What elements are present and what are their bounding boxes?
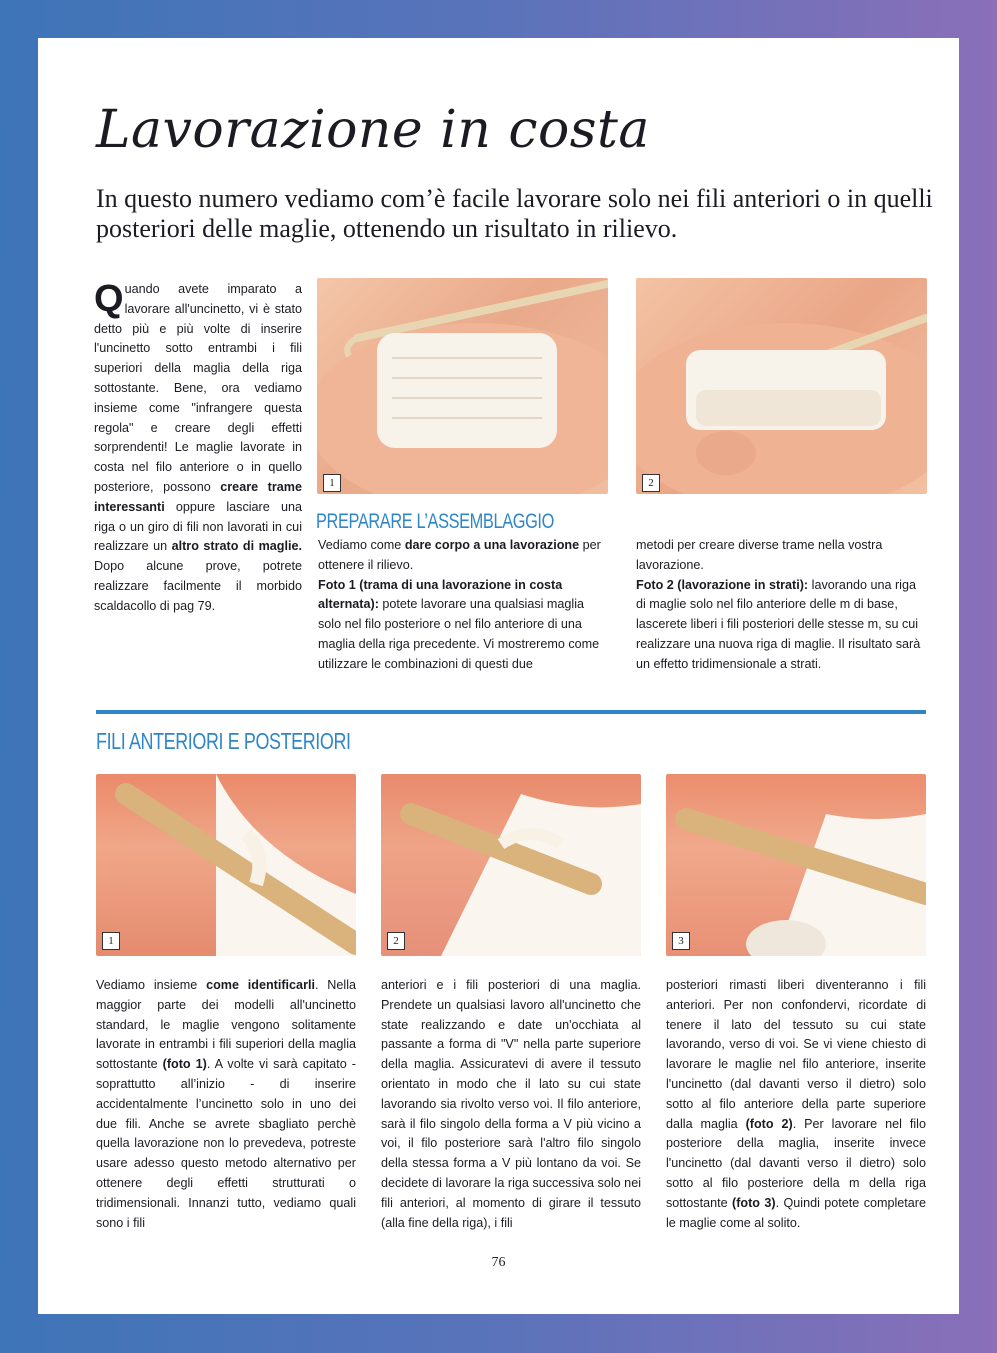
- photo-ribbed-swatch: [317, 278, 608, 494]
- hook-illustration: [96, 774, 356, 956]
- ribbed-swatch-illustration: [317, 278, 608, 494]
- photo-number-badge: 3: [672, 932, 690, 950]
- photo-hook-back-loop: [666, 774, 926, 956]
- page-subtitle: In questo numero vediamo com’è facile lavorare solo nei fili anteriori o in quelli posteriori delle maglie, ottenendo un risultato in rilievo.: [96, 184, 933, 243]
- section-divider: [96, 710, 926, 714]
- section-heading-assembly: PREPARARE L’ASSEMBLAGGIO: [316, 510, 554, 533]
- photo-hook-both-loops: [96, 774, 356, 956]
- hook-illustration: [666, 774, 926, 956]
- drop-cap: Q: [94, 278, 124, 320]
- photo-hook-front-loop: [381, 774, 641, 956]
- layered-swatch-illustration: [636, 278, 927, 494]
- section1-column-2: metodi per creare diverse trame nella vostra lavorazione. Foto 2 (lavorazione in strati): lavorando una riga di maglie solo nel filo anteriore delle m di base, lascerete liberi i fili posteriori delle stesse m, su cui realizzare una nuova riga di maglie. Il risultato sarà un effetto tridimensionale a strati.: [636, 538, 921, 671]
- photo-number-badge: 1: [323, 474, 341, 492]
- photo-number-badge: 2: [642, 474, 660, 492]
- intro-paragraph: Quando avete imparato a lavorare all'uncinetto, vi è stato detto più e più volte di inserire l'uncinetto sotto entrambi i fili superiori della maglia della riga sottostante. Bene, ora vediamo insieme come "infrangere questa regola" e creare degli effetti sorprendenti! Le maglie lavorate in costa nel filo anteriore o in quello posteriore, possono creare trame interessanti oppure lasciare una riga o un giro di fili non lavorati in cui realizzare un altro strato di maglie. Dopo alcune prove, potrete realizzare facilmente il morbido scaldacollo di pag 79.: [94, 278, 302, 613]
- page-title: Lavorazione in costa: [96, 100, 650, 160]
- section-heading-threads: FILI ANTERIORI E POSTERIORI: [96, 728, 351, 754]
- section2-column-1: Vediamo insieme come identificarli. Nella maggior parte dei modelli all'uncinetto standard, le maglie vengono solitamente lavorate in entrambi i fili superiori della maglia sottostante (foto 1). A volte vi sarà capitato - soprattutto all’inizio - di inserire accidentalmente l’uncinetto solo in uno dei due fili. Anche se avrete sbagliato perchè quella lavorazione non lo prevedeva, potreste usare adesso questo metodo alternativo per ottenere degli effetti strutturati o tridimensionali. Innanzi tutto, vediamo quali sono i fili: [96, 978, 356, 1230]
- photo-number-badge: 2: [387, 932, 405, 950]
- hook-illustration: [381, 774, 641, 956]
- section2-column-3: posteriori rimasti liberi diventeranno i fili anteriori. Per non confondervi, ricordate di tenere il lato del tessuto su cui state lavorando, verso di voi. Se vi viene chiesto di lavorare le maglie nel filo anteriore, inserite l'uncinetto (dal davanti verso il dietro) solo sotto al filo anteriore della parte superiore dalla maglia (foto 2). Per lavorare nel filo posteriore della maglia, inserite invece l'uncinetto (dal davanti verso il dietro) solo sotto al filo posteriore della m della riga sottostante (foto 3). Quindi potete completare le maglie come al solito.: [666, 978, 927, 1230]
- page-number: 76: [491, 1255, 506, 1270]
- photo-layered-swatch: [636, 278, 927, 494]
- section2-column-2: anteriori e i fili posteriori di una maglia. Prendete un qualsiasi lavoro all'uncinetto che state realizzando e date un'occhiata al passante a forma di "V" nella parte superiore della maglia. Assicuratevi di avere il tessuto orientato in modo che il lato su cui state lavorando sia rivolto verso voi. Il filo anteriore, sarà il filo singolo della forma a V più vicino a voi, il filo posteriore sarà l'altro filo singolo della stessa forma a V più lontano da voi. Se decidete di lavorare la riga successiva solo nei fili anteriori, al momento di girare il tessuto (alla fine della riga), i fili: [381, 978, 641, 1230]
- section1-column-1: Vediamo come dare corpo a una lavorazione per ottenere il rilievo. Foto 1 (trama di una lavorazione in costa alternata): potete lavorare una qualsiasi maglia solo nel filo posteriore o nel filo anteriore di una maglia della riga precedente. Vi mostreremo come utilizzare le combinazioni di questi due: [318, 538, 601, 671]
- photo-number-badge: 1: [102, 932, 120, 950]
- magazine-page: [38, 38, 959, 1314]
